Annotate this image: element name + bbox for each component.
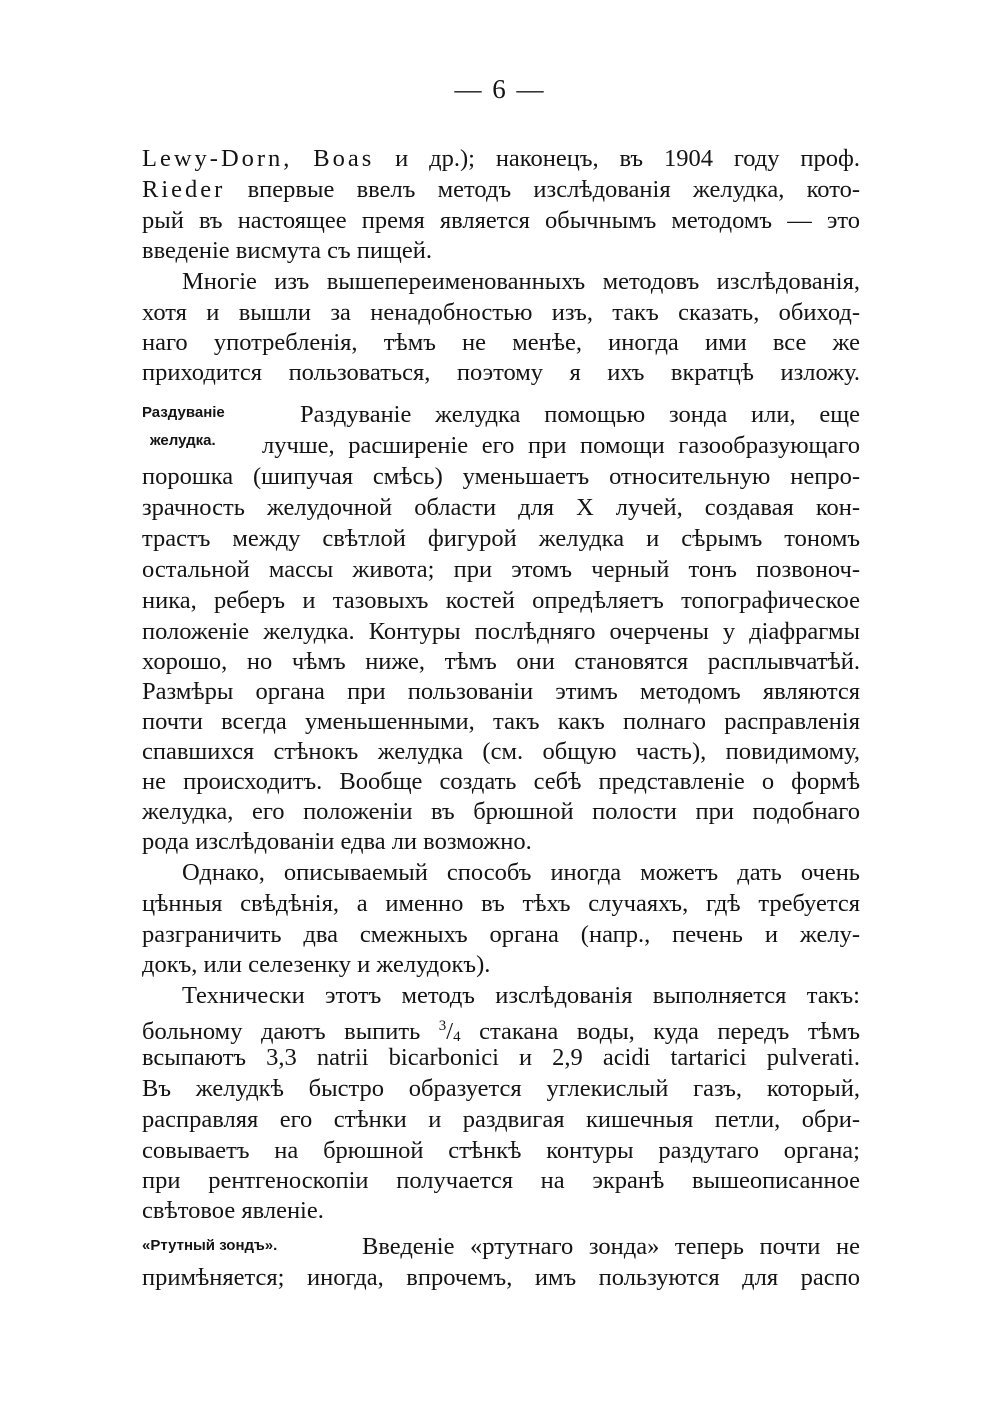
text-line: Раздуваніе желудка помощью зонда или, еще xyxy=(300,401,860,428)
text-line: зрачность желудочной области для X лучей, создавая кон- xyxy=(142,494,860,521)
text-span: впервые ввелъ методъ изслѣдованія желудка, кото- xyxy=(247,176,860,203)
text-line: спавшихся стѣнокъ желудка (см. общую часть), повидимому, xyxy=(142,738,860,765)
text-line: почти всегда уменьшенными, такъ какъ полнаго расправленія xyxy=(142,708,860,735)
text-line: трастъ между свѣтлой фигурой желудка и сѣрымъ тономъ xyxy=(142,525,860,552)
text-line: Въ желудкѣ быстро образуется углекислый газъ, который, xyxy=(142,1075,860,1102)
text-line: цѣнныя свѣдѣнія, а именно въ тѣхъ случаяхъ, гдѣ требуется xyxy=(142,890,860,917)
text-line xyxy=(142,143,860,174)
author-name: Lewy-Dorn, xyxy=(142,145,293,172)
text-line: Введеніе «ртутнаго зонда» теперь почти не xyxy=(362,1233,860,1260)
text-line: совываетъ на брюшной стѣнкѣ контуры раздутаго органа; xyxy=(142,1137,860,1164)
text-line: рода изслѣдованіи едва ли возможно. xyxy=(142,828,532,855)
text-line: при рентгеноскопіи получается на экранѣ вышеописанное xyxy=(142,1167,860,1194)
text-line: расправляя его стѣнки и раздвигая кишечныя петли, обри- xyxy=(142,1106,860,1133)
text-line: лучше, расширеніе его при помощи газообразующаго xyxy=(262,432,860,459)
text-line: желудка, его положеніи въ брюшной полости при подобнаго xyxy=(142,798,860,825)
text-span: больному даютъ выпить xyxy=(142,1018,421,1045)
text-line: введеніе висмута съ пищей. xyxy=(142,237,432,264)
margin-note-heading: «Ртутный зондъ». xyxy=(142,1237,278,1254)
author-name: Rieder xyxy=(142,176,226,203)
text-line: примѣняется; иногда, впрочемъ, имъ пользуются для распо xyxy=(142,1264,860,1291)
text-line: хотя и вышли за ненадобностью изъ, такъ сказать, обиход- xyxy=(142,299,860,326)
fraction: $^3/_4$ xyxy=(438,1018,461,1045)
text-line: свѣтовое явленіе. xyxy=(142,1197,324,1224)
text-line xyxy=(142,1011,860,1045)
author-name: Boas xyxy=(313,145,375,172)
text-line: Размѣры органа при пользованіи этимъ методомъ являются xyxy=(142,678,860,705)
text-line: разграничить два смежныхъ органа (напр., печень и желу- xyxy=(142,921,860,948)
text-line: Технически этотъ методъ изслѣдованія выполняется такъ: xyxy=(182,982,860,1009)
text-line: наго употребленія, тѣмъ не менѣе, иногда ими все же xyxy=(142,329,860,356)
text-line xyxy=(142,174,860,205)
text-line: всыпаютъ 3,3 natrii bicarbonici и 2,9 acidi tartarici pulverati. xyxy=(142,1044,860,1071)
text-line: хорошо, но чѣмъ ниже, тѣмъ они становятся расплывчатѣй. xyxy=(142,648,860,675)
text-line: положеніе желудка. Контуры послѣдняго очерчены у діафрагмы xyxy=(142,618,860,645)
text-line: Многіе изъ вышепереименованныхъ методовъ изслѣдованія, xyxy=(182,268,860,295)
text-span: стакана воды, куда передъ тѣмъ xyxy=(479,1018,860,1045)
fraction-denominator: 4 xyxy=(453,1029,461,1045)
text-line: ника, реберъ и тазовыхъ костей опредѣляетъ топографическое xyxy=(142,587,860,614)
text-line: порошка (шипучая смѣсь) уменьшаетъ относительную непро- xyxy=(142,463,860,490)
text-line: докъ, или селезенку и желудокъ). xyxy=(142,951,491,978)
text-line: приходится пользоваться, поэтому я ихъ вкратцѣ изложу. xyxy=(142,359,860,386)
margin-note-heading: Раздуваніе xyxy=(142,404,225,421)
text-line: рый въ настоящее премя является обычнымъ методомъ — это xyxy=(142,207,860,234)
text-span: и др.); наконецъ, въ 1904 году проф. xyxy=(395,145,861,172)
fraction-numerator: 3 xyxy=(438,1018,447,1034)
text-line: остальной массы живота; при этомъ черный тонъ позвоноч- xyxy=(142,556,860,583)
text-line: Однако, описываемый способъ иногда можетъ дать очень xyxy=(182,859,860,886)
text-line: не происходитъ. Вообще создать себѣ представленіе о формѣ xyxy=(142,768,860,795)
margin-note-heading: желудка. xyxy=(150,432,216,449)
page-number: — 6 — xyxy=(454,74,546,104)
